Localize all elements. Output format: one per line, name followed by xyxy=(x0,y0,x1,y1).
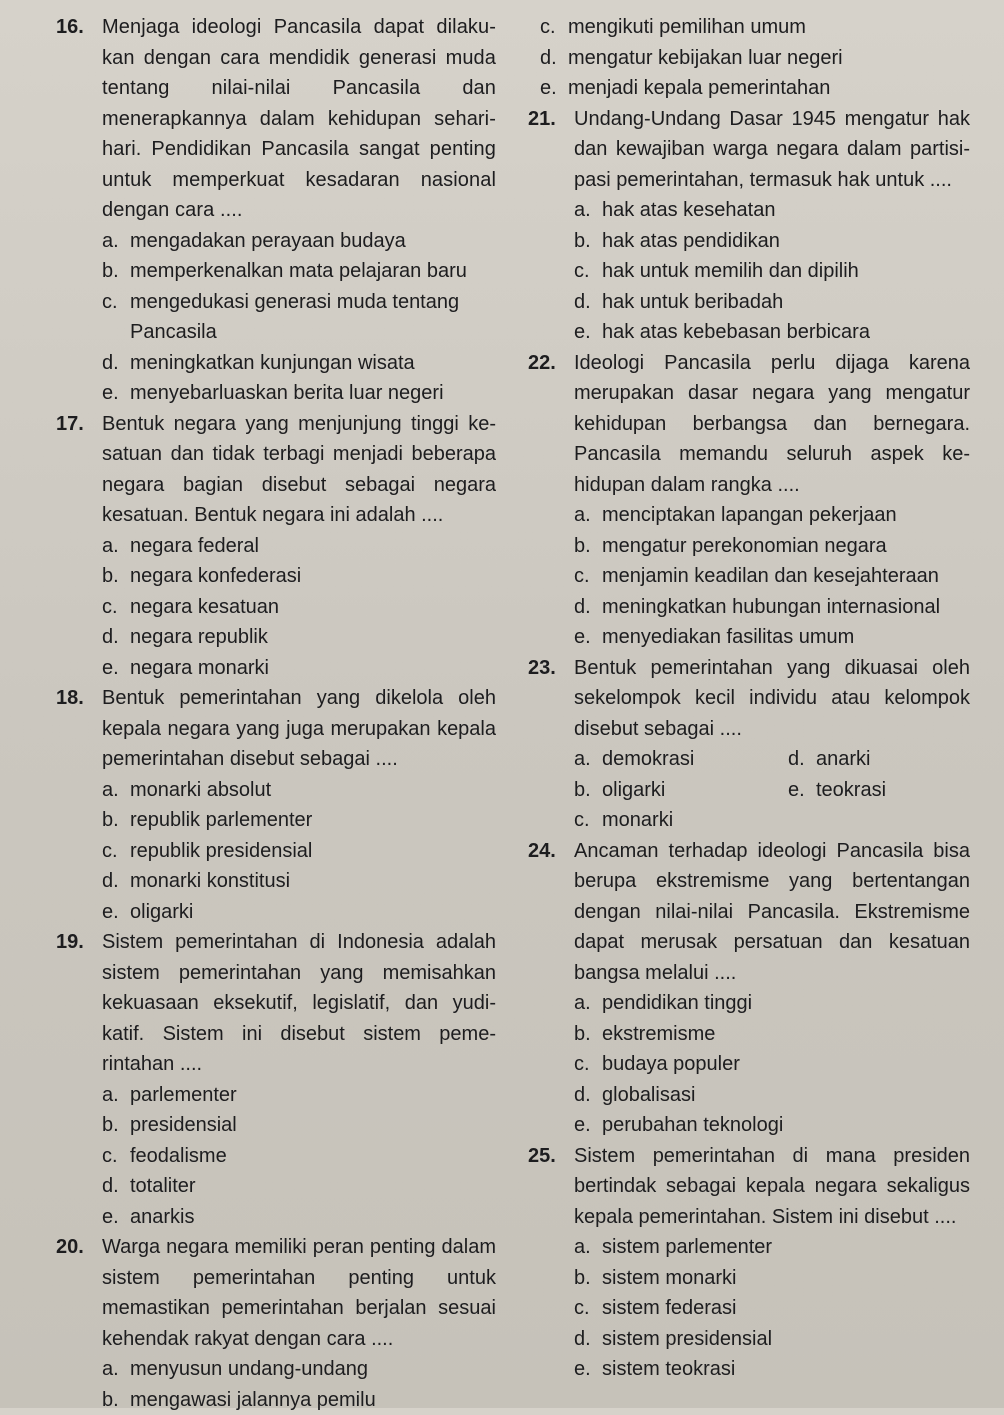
option-b[interactable] xyxy=(102,1110,496,1141)
option-text: mengawasi jalannya pemilu xyxy=(130,1385,376,1415)
option-c[interactable] xyxy=(574,1049,970,1080)
option-letter: c. xyxy=(540,12,568,43)
question-number: 18. xyxy=(56,683,102,775)
option-text: mengatur kebijakan luar negeri xyxy=(568,43,843,74)
option-letter: b. xyxy=(574,1019,602,1050)
option-text: teokrasi xyxy=(816,775,886,806)
option-letter: a. xyxy=(102,226,130,257)
option-letter: e. xyxy=(102,378,130,409)
option-e[interactable] xyxy=(102,378,496,409)
question-number: 22. xyxy=(528,348,574,501)
question-number: 23. xyxy=(528,653,574,745)
option-e[interactable] xyxy=(574,622,970,653)
option-letter: d. xyxy=(574,1324,602,1355)
option-d[interactable] xyxy=(102,1171,496,1202)
option-letter: a. xyxy=(574,500,602,531)
option-d[interactable] xyxy=(102,348,496,379)
option-text: mengedukasi generasi muda tentang Pancasila xyxy=(130,287,496,348)
option-b[interactable] xyxy=(574,1019,970,1050)
question-24 xyxy=(528,836,970,1141)
option-a[interactable] xyxy=(102,1354,496,1385)
option-letter: e. xyxy=(102,1202,130,1233)
option-text: sistem monarki xyxy=(602,1263,736,1294)
option-c[interactable] xyxy=(574,805,788,836)
option-a[interactable] xyxy=(574,500,970,531)
option-text: negara federal xyxy=(130,531,259,562)
option-d[interactable] xyxy=(574,592,970,623)
question-number: 20. xyxy=(56,1232,102,1354)
option-d[interactable] xyxy=(574,1324,970,1355)
option-b[interactable] xyxy=(102,805,496,836)
option-e[interactable] xyxy=(574,1354,970,1385)
option-text: oligarki xyxy=(130,897,193,928)
question-text: Sistem pemerintahan di Indonesia adalah sistem pemerintahan yang memisahkan kekuasaan eksekutif, legislatif, dan yudi-katif. Sistem ini disebut sistem peme-rintahan .... xyxy=(102,927,496,1080)
option-text: parlementer xyxy=(130,1080,237,1111)
option-letter: c. xyxy=(102,592,130,623)
option-letter: c. xyxy=(574,561,602,592)
question-number: 25. xyxy=(528,1141,574,1233)
question-19 xyxy=(56,927,496,1232)
option-text: negara kesatuan xyxy=(130,592,279,623)
option-text: menyebarluaskan berita luar negeri xyxy=(130,378,444,409)
question-20-continued-options xyxy=(540,12,970,104)
option-letter: e. xyxy=(102,653,130,684)
option-text: sistem presidensial xyxy=(602,1324,772,1355)
option-letter: a. xyxy=(574,195,602,226)
option-text: hak untuk memilih dan dipilih xyxy=(602,256,859,287)
option-letter: c. xyxy=(574,805,602,836)
option-text: monarki absolut xyxy=(130,775,271,806)
option-letter: e. xyxy=(102,897,130,928)
option-letter: d. xyxy=(540,43,568,74)
question-text: Warga negara memiliki peran penting dalam sistem pemerintahan penting untuk memastikan pemerintahan berjalan sesuai kehendak rakyat dengan cara .... xyxy=(102,1232,496,1354)
option-text: sistem parlementer xyxy=(602,1232,772,1263)
option-letter: c. xyxy=(102,836,130,867)
option-text: negara konfederasi xyxy=(130,561,301,592)
option-letter: c. xyxy=(102,1141,130,1172)
option-b[interactable] xyxy=(574,775,788,806)
option-b[interactable] xyxy=(574,1263,970,1294)
option-letter: b. xyxy=(574,775,602,806)
option-letter: a. xyxy=(574,988,602,1019)
option-text: feodalisme xyxy=(130,1141,227,1172)
option-letter: b. xyxy=(102,256,130,287)
option-text: menjadi kepala pemerintahan xyxy=(568,73,830,104)
option-letter: d. xyxy=(574,1080,602,1111)
option-letter: c. xyxy=(574,1049,602,1080)
option-e[interactable] xyxy=(540,73,970,104)
option-letter: d. xyxy=(574,592,602,623)
option-text: sistem federasi xyxy=(602,1293,737,1324)
option-c[interactable] xyxy=(102,592,496,623)
question-text: Menjaga ideologi Pancasila dapat dilaku-kan dengan cara mendidik generasi muda tentang nilai-nilai Pancasila dan menerapkannya dalam kehidupan sehari-hari. Pendidikan Pancasila sangat penting untuk memperkuat kesadaran nasional dengan cara .... xyxy=(102,12,496,226)
question-20 xyxy=(56,1232,496,1415)
left-column xyxy=(56,12,496,1415)
option-c[interactable] xyxy=(574,561,970,592)
option-text: monarki konstitusi xyxy=(130,866,290,897)
option-letter: a. xyxy=(574,1232,602,1263)
option-a[interactable] xyxy=(102,1080,496,1111)
option-text: menciptakan lapangan pekerjaan xyxy=(602,500,897,531)
option-text: negara republik xyxy=(130,622,268,653)
option-e[interactable] xyxy=(102,653,496,684)
option-d[interactable] xyxy=(540,43,970,74)
option-letter: b. xyxy=(102,1385,130,1415)
question-text: Ideologi Pancasila perlu dijaga karena merupakan dasar negara yang mengatur kehidupan berbangsa dan bernegara. Pancasila memandu seluruh aspek ke-hidupan dalam rangka .... xyxy=(574,348,970,501)
option-letter: e. xyxy=(788,775,816,806)
option-d[interactable] xyxy=(574,287,970,318)
option-letter: e. xyxy=(574,317,602,348)
question-23 xyxy=(528,653,970,836)
question-22 xyxy=(528,348,970,653)
option-text: demokrasi xyxy=(602,744,694,775)
option-c[interactable] xyxy=(574,256,970,287)
question-number: 17. xyxy=(56,409,102,531)
option-letter: b. xyxy=(574,1263,602,1294)
option-text: globalisasi xyxy=(602,1080,695,1111)
option-a[interactable] xyxy=(102,775,496,806)
option-letter: e. xyxy=(540,73,568,104)
option-text: meningkatkan kunjungan wisata xyxy=(130,348,415,379)
option-a[interactable] xyxy=(102,226,496,257)
option-text: mengatur perekonomian negara xyxy=(602,531,887,562)
option-letter: b. xyxy=(574,531,602,562)
option-letter: e. xyxy=(574,1110,602,1141)
option-text: presidensial xyxy=(130,1110,237,1141)
option-letter: d. xyxy=(102,1171,130,1202)
option-e[interactable] xyxy=(102,897,496,928)
option-a[interactable] xyxy=(574,744,788,775)
option-letter: d. xyxy=(102,348,130,379)
option-b[interactable] xyxy=(102,561,496,592)
option-letter: e. xyxy=(574,622,602,653)
option-letter: b. xyxy=(102,805,130,836)
option-text: menyediakan fasilitas umum xyxy=(602,622,854,653)
option-text: pendidikan tinggi xyxy=(602,988,752,1019)
option-letter: d. xyxy=(102,866,130,897)
question-21 xyxy=(528,104,970,348)
option-letter: c. xyxy=(102,287,130,348)
option-letter: a. xyxy=(574,744,602,775)
option-text: republik parlementer xyxy=(130,805,312,836)
question-text: Bentuk pemerintahan yang dikuasai oleh sekelompok kecil individu atau kelompok disebut sebagai .... xyxy=(574,653,970,745)
question-number: 19. xyxy=(56,927,102,1080)
option-letter: b. xyxy=(102,561,130,592)
option-text: memperkenalkan mata pelajaran baru xyxy=(130,256,467,287)
option-text: republik presidensial xyxy=(130,836,312,867)
option-text: sistem teokrasi xyxy=(602,1354,735,1385)
right-column xyxy=(528,12,970,1385)
option-letter: a. xyxy=(102,1354,130,1385)
option-text: totaliter xyxy=(130,1171,196,1202)
option-c[interactable] xyxy=(574,1293,970,1324)
option-letter: a. xyxy=(102,1080,130,1111)
question-16 xyxy=(56,12,496,409)
option-text: menjamin keadilan dan kesejahteraan xyxy=(602,561,939,592)
question-text: Sistem pemerintahan di mana presiden bertindak sebagai kepala negara sekaligus kepala pemerintahan. Sistem ini disebut .... xyxy=(574,1141,970,1233)
option-letter: d. xyxy=(574,287,602,318)
option-e[interactable] xyxy=(574,317,970,348)
option-a[interactable] xyxy=(574,988,970,1019)
option-d[interactable] xyxy=(574,1080,970,1111)
option-d[interactable] xyxy=(102,622,496,653)
question-18 xyxy=(56,683,496,927)
option-text: hak atas kebebasan berbicara xyxy=(602,317,870,348)
option-b[interactable] xyxy=(102,1385,496,1415)
option-text: monarki xyxy=(602,805,673,836)
option-d[interactable] xyxy=(102,866,496,897)
option-text: anarki xyxy=(816,744,870,775)
option-letter: b. xyxy=(574,226,602,257)
option-text: hak untuk beribadah xyxy=(602,287,783,318)
option-text: hak atas pendidikan xyxy=(602,226,780,257)
option-text: mengikuti pemilihan umum xyxy=(568,12,806,43)
option-letter: a. xyxy=(102,775,130,806)
option-c[interactable] xyxy=(102,1141,496,1172)
question-25 xyxy=(528,1141,970,1385)
option-a[interactable] xyxy=(574,195,970,226)
option-text: meningkatkan hubungan internasional xyxy=(602,592,940,623)
option-text: hak atas kesehatan xyxy=(602,195,775,226)
option-text: ekstremisme xyxy=(602,1019,715,1050)
option-a[interactable] xyxy=(102,531,496,562)
option-text: mengadakan perayaan budaya xyxy=(130,226,406,257)
option-letter: e. xyxy=(574,1354,602,1385)
option-letter: a. xyxy=(102,531,130,562)
option-letter: c. xyxy=(574,1293,602,1324)
question-text: Undang-Undang Dasar 1945 mengatur hak dan kewajiban warga negara dalam partisi-pasi pemerintahan, termasuk hak untuk .... xyxy=(574,104,970,196)
option-letter: d. xyxy=(102,622,130,653)
option-letter: b. xyxy=(102,1110,130,1141)
option-c[interactable] xyxy=(102,836,496,867)
question-text: Bentuk negara yang menjunjung tinggi ke-satuan dan tidak terbagi menjadi beberapa negara bagian disebut sebagai negara kesatuan. Bentuk negara ini adalah .... xyxy=(102,409,496,531)
option-text: negara monarki xyxy=(130,653,269,684)
option-e[interactable] xyxy=(574,1110,970,1141)
option-b[interactable] xyxy=(574,226,970,257)
option-c[interactable] xyxy=(102,287,496,348)
option-a[interactable] xyxy=(574,1232,970,1263)
option-e[interactable] xyxy=(102,1202,496,1233)
option-text: budaya populer xyxy=(602,1049,740,1080)
question-17 xyxy=(56,409,496,684)
question-number: 16. xyxy=(56,12,102,226)
option-text: anarkis xyxy=(130,1202,194,1233)
option-text: oligarki xyxy=(602,775,665,806)
option-b[interactable] xyxy=(102,256,496,287)
option-letter: c. xyxy=(574,256,602,287)
option-c[interactable] xyxy=(540,12,970,43)
option-d[interactable] xyxy=(788,744,1002,775)
question-number: 24. xyxy=(528,836,574,989)
option-text: perubahan teknologi xyxy=(602,1110,783,1141)
option-letter: d. xyxy=(788,744,816,775)
option-text: menyusun undang-undang xyxy=(130,1354,368,1385)
question-text: Bentuk pemerintahan yang dikelola oleh kepala negara yang juga merupakan kepala pemerintahan disebut sebagai .... xyxy=(102,683,496,775)
question-number: 21. xyxy=(528,104,574,196)
option-b[interactable] xyxy=(574,531,970,562)
option-e[interactable] xyxy=(788,775,1002,806)
question-text: Ancaman terhadap ideologi Pancasila bisa berupa ekstremisme yang bertentangan dengan nilai-nilai Pancasila. Ekstremisme dapat merusak persatuan dan kesatuan bangsa melalui .... xyxy=(574,836,970,989)
